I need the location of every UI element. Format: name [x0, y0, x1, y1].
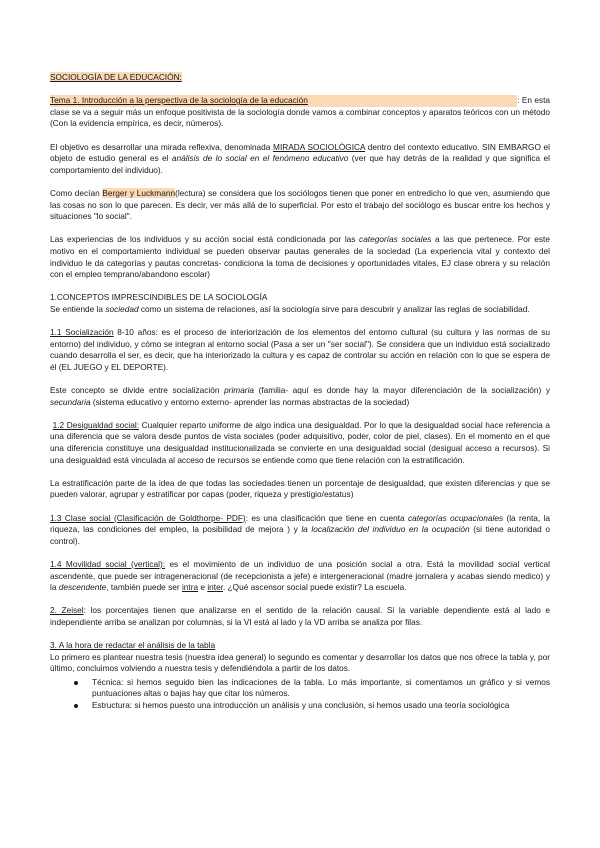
text-run: Como decían: [50, 187, 103, 198]
tema-heading-rest: : En esta: [517, 95, 550, 106]
text-run: como un sistema de relaciones, así la sociología sirve para descubrir y analizar las reglas de sociabilidad.: [138, 303, 530, 314]
tema-intro-text: clase se va a seguir más un enfoque positivista de la sociología donde vamos a combinar conceptos y aparatos teóricos con un método (Con la evidencia empírica, es decir, números).: [50, 106, 550, 129]
section-1-2: [50, 420, 550, 466]
text-run: Las experiencias de los individuos y su acción social está condicionada por las: [50, 234, 360, 245]
zeisel-label: 2. Zeisel: [50, 605, 84, 616]
section-1-heading: 1.CONCEPTOS IMPRESCINDIBLES DE LA SOCIOLOGÍA: [50, 292, 268, 303]
bullet-icon: [74, 704, 78, 708]
inter-underlined: inter: [207, 582, 223, 593]
desigualdad-label: 1.2 Desigualdad social:: [52, 419, 139, 430]
text-run: (lectura) se considera que los sociólogos tienen que poner en entredicho lo que ven, asumiendo que las cosas no son lo que parecen. Es decir, ver más allá de lo superficial. Por esto el trabajo del sociólogo es buscar entre los hechos y situaciones "lo social".: [50, 187, 550, 222]
section-1-1-b: [50, 385, 550, 408]
section-1: [50, 292, 550, 315]
italic-run: categorías sociales: [359, 234, 432, 245]
section-1-3: [50, 513, 550, 548]
text-run: e: [198, 582, 208, 593]
text-run: : los porcentajes tienen que analizarse en el sentido de la relación causal. Si la variable dependiente está al lado e independiente arriba se analizan por columnas, si la VI está al lado y la VD arriba se analiza por filas.: [50, 605, 551, 627]
tema-heading-line: [50, 95, 550, 107]
italic-run: categorías ocupacionales: [407, 512, 504, 523]
tema-paragraph: [50, 95, 550, 130]
list-item: [74, 700, 550, 712]
section-3-text: Lo primero es plantear nuestra tesis (nuestra idea general) lo segundo es comentar y desarrollar los datos que nos ofrece la tabla y, por último, concluimos volviendo a nuestra tesis y defendiéndola a partir de los datos.: [50, 651, 550, 674]
text-run: (familia- aquí es donde hay la mayor diferenciación de la socialización) y: [254, 385, 550, 396]
text-run: (la renta, la riqueza, las condiciones del empleo, la posibilidad de mejora ) y: [50, 512, 551, 535]
section-3: [50, 640, 550, 712]
text-run: : es una clasificación que tiene en cuenta: [245, 512, 408, 523]
text-run: (si tiene autoridad o control).: [50, 524, 550, 546]
text-run: dentro del contexto educativo. SIN EMBARGO el objeto de estudio general es el: [50, 141, 551, 164]
list-item-text: Técnica: si hemos seguido bien las indicaciones de la tabla. Lo más importante, si comentamos un gráfico y si vemos puntuaciones altas o bajas hay que citar los números.: [92, 676, 550, 699]
section-1-2-b: La estratificación parte de la idea de que todas las sociedades tienen un porcentaje de desigualdad, que existen diferencias y que se pueden valorar, agrupar y estratificar por capas (poder, riqueza y prestigio/estatus): [50, 477, 550, 500]
italic-run: primaria: [224, 385, 255, 396]
italic-run: secundaria: [50, 396, 91, 407]
italic-run: la localización del individuo en la ocupación: [301, 524, 470, 535]
text-run: es el movimiento de un individuo de una posición social a otra. Está la movilidad social vertical ascendente, que puede ser intrageneracional (de recepcionista a jefe) e intergeneracional (madre jornalera y acabas siendo medico) y la: [50, 558, 550, 593]
text-run: a las que pertenece. Por este motivo en el comportamiento individual se pueden observar pautas generales de la sociedad (La experiencia vital y contexto del individuo le da categorías y pautas concretas- condiciona la toma de decisiones y oportunidades vitales, EJ clase obrera y su relación con el empleo temprano/abandono escolar): [50, 234, 550, 280]
text-run: . ¿Qué ascensor social puede existir? La escuela.: [223, 582, 407, 593]
text-run: (ver que hay detrás de la realidad y que significa el comportamiento del individuo).: [50, 153, 550, 175]
text-run: Cualquier reparto uniforme de algo indica una desigualdad. Por lo que la desigualdad social hace referencia a una diferencia que se valora desde puntos de vista sociales (poder adquisitivo, poder, color de piel, clases). En el momento en el que una diferencia constituye una desigualdad institucionalizada se convierte en una desigualdad social (desigual acceso a recursos). Si una desigualdad está vinculada al acceso de recursos se entiende como que tiene relación con la estratificación.: [50, 419, 550, 465]
text-run: Este concepto se divide entre socialización: [50, 385, 225, 396]
bullet-list: [50, 677, 550, 712]
socializacion-label: 1.1 Socialización: [50, 327, 114, 338]
text-run: 8-10 años: es el proceso de interiorización de los elementos del entorno cultural (su cultura y las normas de su entorno) del individuo, y cómo se integran al entorno social (Pasa a ser un "ser social"). Se considera que un individuo está socializado cuando desarrolla el ser, es decir, que ha interiorizado la cultura y es capaz de controlar su acción en relación con lo que se espera de él (EL JUEGO y EL DEPORTE).: [50, 327, 551, 372]
italic-run: sociedad: [105, 303, 139, 314]
italic-run: análisis de lo social en el fenómeno educativo: [171, 153, 349, 164]
doc-title: [50, 72, 550, 84]
italic-run: descendente: [58, 582, 107, 593]
text-run: (sistema educativo y entorno externo- aprender las normas abstractas de la sociedad): [90, 396, 410, 407]
movilidad-label: 1.4 Movilidad social (vertical):: [50, 558, 166, 569]
section-3-heading: 3. A la hora de redactar el análisis de la tabla: [50, 640, 216, 651]
clase-social-label: 1.3 Clase social (Clasificación de Goldthorpe- PDF): [50, 512, 246, 523]
paragraph-berger: [50, 188, 550, 223]
section-1-1: [50, 327, 550, 373]
paragraph-experiencias: [50, 234, 550, 280]
intra-underlined: intra: [181, 582, 199, 593]
doc-title-text: SOCIOLOGÍA DE LA EDUCACIÓN:: [50, 72, 182, 82]
text-run: , también puede ser: [106, 582, 182, 593]
paragraph-mirada: [50, 142, 550, 177]
text-run: El objetivo es desarrollar una mirada reflexiva, denominada: [50, 141, 274, 152]
section-2: [50, 605, 550, 628]
tema-heading: Tema 1. Introducción a la perspectiva de la sociología de la educación: [50, 95, 517, 107]
mirada-sociologica: MIRADA SOCIOLÓGICA: [273, 141, 366, 152]
list-item: [74, 677, 550, 700]
berger-luckmann-highlight: Berger y Luckmann: [102, 187, 176, 198]
text-run: Se entiende la: [50, 303, 106, 314]
list-item-text: Estructura: si hemos puesto una introducción un análisis y una conclusión, si hemos usado una teoría sociológica: [92, 700, 510, 711]
section-1-4: [50, 559, 550, 594]
bullet-icon: [74, 681, 78, 685]
